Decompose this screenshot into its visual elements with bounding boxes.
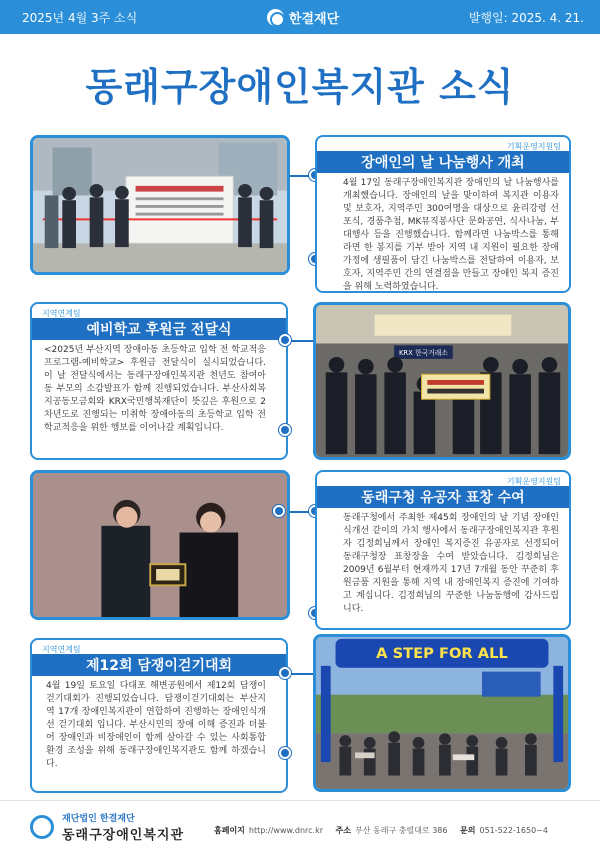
contact-info	[214, 825, 558, 836]
photo-award	[30, 470, 290, 620]
article-title: 동래구청 유공자 표창 수여	[317, 486, 569, 508]
article-card	[30, 302, 288, 460]
article-dept: 기획운영지원팀	[506, 477, 561, 486]
page-title: 동래구장애인복지관 소식	[85, 65, 515, 109]
article-dept: 지역연계팀	[42, 309, 81, 318]
connector-dot	[279, 667, 291, 679]
article-dept: 기획운영지원팀	[506, 142, 561, 151]
publish-date: 발행일: 2025. 4. 21.	[468, 10, 584, 25]
address-label: 주소	[335, 826, 352, 835]
connector-dot	[279, 334, 291, 346]
footer-logo	[30, 811, 184, 843]
article-title: 장애인의 날 나눔행사 개최	[317, 151, 569, 173]
article-card	[30, 638, 288, 793]
walk-banner-text: A STEP FOR ALL	[376, 646, 508, 663]
phone-label: 문의	[460, 826, 476, 835]
brand-name: 한결재단	[288, 11, 340, 27]
connector-dot	[279, 747, 291, 759]
photo-walk	[313, 634, 571, 792]
article-body: 4월 17일 동래구장애인복지관 장애인의 날 나눔행사를 개최했습니다. 장애인의 날을 맞이하여 복지관 이용자 및 보호자, 지역주민 300여명을 대상으로 윤리강령 선포식, 경품추첨, MK뮤직봉사단 문화공연, 식사나눔, 부대행사 등을 진행했습니다. 함께라면 나눔박스를 통해 라면 한 봉지를 기부 받아 지역 내 지원이 필요한 장애가정에 생필품이 담긴 나눔박스를 전달하여 이용자, 보호자, 지역주민 간의 연결점을 만들고 장애인 복지 증진을 위해 노력하였습니다.	[343, 178, 559, 292]
footer	[0, 800, 600, 849]
article-body: 동래구청에서 주최한 제45회 장애인의 날 기념 장애인식개선 같이의 가치 행사에서 동래구장애인복지관 후원자 김정희님께서 장애인 복지증진 유공자로 선정되어 동래구청장 표창장을 수여 받았습니다. 김정희님은 2009년 6월부터 현재까지 17년 7개월 동안 꾸준히 후원금품 지원을 통해 지역 내 장애인복지 증진에 기여하고 계십니다. 김정희님의 꾸준한 나눔동행에 감사드립니다.	[343, 513, 559, 614]
article-dept: 지역연계팀	[42, 645, 81, 654]
issue-label: 2025년 4월 3주 소식	[22, 10, 138, 25]
photo-ceremony	[30, 135, 290, 275]
article-title: 제12회 담쟁이걷기대회	[32, 654, 286, 676]
foundation-name: 재단법인 한결재단	[62, 814, 135, 824]
address-value: 부산 동래구 충렬대로 386	[355, 826, 448, 835]
homepage-link[interactable]: http://www.dnrc.kr	[248, 826, 323, 835]
brand	[267, 8, 339, 27]
article-title: 예비학교 후원금 전달식	[32, 318, 286, 340]
homepage-label: 홈페이지	[214, 826, 245, 835]
brand-logo-icon	[267, 9, 284, 26]
article-body: <2025년 부산지역 장애아동 초등학교 입학 전 학교적응 프로그램-예비학교> 후원금 전달식이 실시되었습니다. 이 날 전달식에서는 동래구장애인복지관 천년도 참여아동 부모의 소감발표가 함께 진행되었습니다. 부산사회복지공동모금회와 KRX국민행복재단이 뜻깊은 후원으로 2차년도로 진행되는 미취학 장애아동의 초등학교 입학 전 학교적응을 위한 행보를 이어나갈 계획입니다.	[44, 345, 266, 433]
photo-donation	[313, 302, 571, 460]
top-bar	[0, 0, 600, 34]
phone-value: 051-522-1650~4	[479, 826, 548, 835]
org-name: 동래구장애인복지관	[62, 828, 185, 843]
connector-dot	[279, 424, 291, 436]
krx-banner-text: KRX 한국거래소	[398, 349, 448, 358]
article-card	[315, 470, 571, 630]
article-card	[315, 135, 571, 293]
connector-dot	[273, 505, 285, 517]
article-body: 4월 19일 토요일 다대포 해변공원에서 제12회 담쟁이 걷기대회가 진행되었습니다. 담쟁이걷기대회는 부산지역 17개 장애인복지관이 연합하여 진행하는 장애인식개선 걷기대회 입니다. 부산시민의 장애 이해 증진과 더불어 장애인과 비장애인이 함께 살아갈 수 있는 사회통합 환경 조성을 위해 동래구장애인복지관도 함께 하겠습니다.	[46, 681, 266, 769]
foundation-logo-icon	[30, 815, 54, 839]
